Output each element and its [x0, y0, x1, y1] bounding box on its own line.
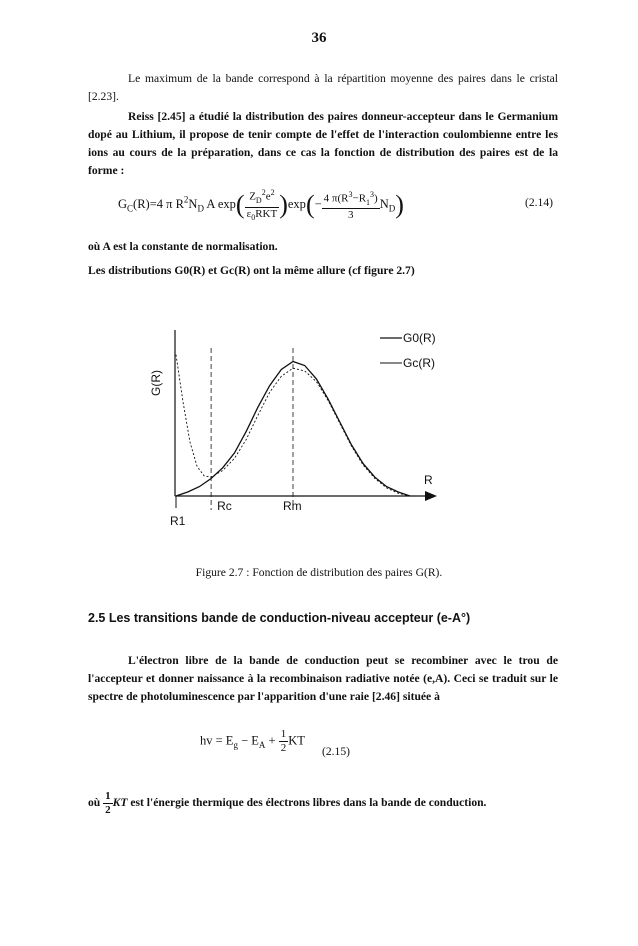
eq214-lhs-rest: (R)=4 π R — [133, 196, 184, 211]
eq214-frac2-num-sub2: 1 — [366, 197, 371, 207]
eq215-ea-sub: A — [258, 739, 266, 750]
eq214-frac2-num-end: ) — [374, 192, 378, 205]
eq214-frac1-num-sub: D — [255, 195, 262, 205]
eq215-frac-num: 1 — [280, 728, 287, 740]
section-title: 2.5 Les transitions bande de conduction-niveau accepteur (e-A°) — [88, 611, 471, 625]
eq215-frac — [279, 728, 289, 755]
legend-gc-label: Gc(R) — [403, 356, 435, 370]
eq214-frac2 — [322, 188, 380, 223]
eq214-paren-open-2: ( — [305, 190, 315, 220]
eq215-lhs: hv = E — [200, 733, 234, 748]
paragraph-electron-libre: L'électron libre de la bande de conduction peut se recombiner avec le trou de l'accepteur et donner naissance à la recombinaison radiative notée (e,A). Ceci se traduit sur le spectre de photoluminescence par l'apparition d'une raie [2.46] située à — [88, 654, 558, 703]
eq215-frac-den: 2 — [280, 742, 287, 754]
paragraph-energie-thermique — [88, 790, 558, 817]
eq214-frac1-num-rest-sup: 2 — [270, 188, 275, 197]
eq214-frac2-num: 4 π(R — [323, 192, 349, 205]
p6-frac — [103, 790, 113, 817]
eq215-mid: − E — [237, 733, 259, 748]
eq214-frac1 — [245, 186, 280, 224]
eq214-frac1-num: Z — [249, 190, 256, 203]
paragraph-maximum: Le maximum de la bande correspond à la répartition moyenne des paires dans le cristal [2.23]. — [88, 72, 558, 103]
paragraph-reiss: Reiss [2.45] a étudié la distribution des paires donneur-accepteur dans le Germanium dopé au Lithium, il propose de tenir compte de l'effet de l'interaction coulombienne entre les ions au cours de la préparation, dans ce cas la fonction de distribution des paires est de la forme : — [88, 110, 558, 177]
x-axis-arrow — [425, 491, 437, 501]
tick-label-rm: Rm — [283, 499, 302, 513]
eq214-paren-close-2: ) — [395, 190, 404, 220]
eq214-nd-sub: D — [197, 203, 204, 214]
eq215-plus: + — [265, 733, 279, 748]
page-number: 36 — [311, 30, 327, 46]
x-axis-label: R — [424, 473, 433, 487]
eq214-minus: − — [314, 196, 322, 211]
equation-number-2-15: (2.15) — [322, 745, 351, 758]
eq214-frac1-den-sub: 0 — [251, 213, 256, 223]
eq214-frac2-num-sup1: 3 — [348, 189, 353, 199]
eq214-paren-open-1: ( — [235, 190, 245, 220]
p6-frac-num: 1 — [105, 790, 111, 802]
eq214-frac1-num-sup: 2 — [261, 188, 266, 197]
equation-2-15 — [200, 728, 305, 755]
eq214-frac1-num-rest: e — [265, 190, 271, 203]
eq214-frac2-den: 3 — [347, 209, 354, 222]
eq214-nd2-sub: D — [388, 203, 396, 214]
paragraph-distributions: Les distributions G0(R) et Gc(R) ont la même allure (cf figure 2.7) — [88, 264, 415, 277]
eq214-sq: 2 — [183, 194, 189, 205]
equation-2-14 — [118, 186, 404, 224]
eq214-frac2-num-sup2: 3 — [370, 189, 375, 199]
paragraph-normalisation: où A est la constante de normalisation. — [88, 240, 278, 253]
eq214-paren-close-1: ) — [279, 190, 288, 220]
eq215-kt: KT — [288, 733, 305, 748]
y-axis-label: G(R) — [149, 370, 163, 396]
figure-caption: Figure 2.7 : Fonction de distribution des paires G(R). — [195, 566, 443, 579]
p6-rest: est l'énergie thermique des électrons libres dans la bande de conduction. — [127, 796, 487, 810]
eq214-frac1-den-rest: RKT — [255, 207, 278, 220]
equation-number-2-14: (2.14) — [525, 196, 554, 209]
eq214-a-exp: A exp — [203, 196, 236, 211]
eq214-lhs-sub: C — [127, 203, 134, 214]
eq214-frac2-num-mid: −R — [352, 192, 367, 205]
eq214-nd2: N — [379, 196, 389, 211]
eq214-nd: N — [188, 196, 198, 211]
p6-frac-den: 2 — [105, 804, 111, 816]
p6-kt: KT — [112, 796, 128, 810]
tick-label-rc: Rc — [217, 499, 232, 513]
tick-label-r1: R1 — [170, 514, 186, 528]
p6-prefix: où — [88, 796, 101, 810]
eq214-frac1-den: ε — [246, 207, 252, 220]
eq214-lhs: G — [118, 196, 128, 211]
legend-g0-label: G0(R) — [403, 331, 436, 345]
eq215-eg-sub: g — [233, 739, 238, 750]
figure-2-7-chart — [140, 318, 460, 538]
eq214-exp2: exp — [287, 196, 306, 211]
